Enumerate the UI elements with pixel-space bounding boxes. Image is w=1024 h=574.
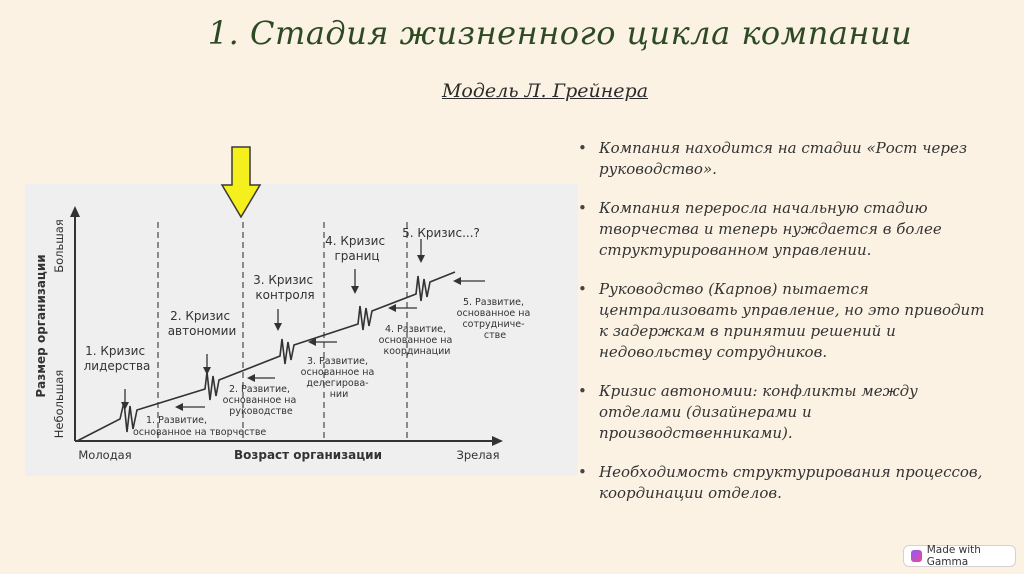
development-4-line-2: основанное на [378,335,453,346]
svg-text:2. Кризис автономии [168,309,237,338]
development-arrow-5 [453,277,461,285]
crisis-4-line-1: 4. Кризис [325,234,386,248]
development-3-line-3: делегирова- [306,378,369,389]
development-1-line-2: основанное на творчестве [133,427,267,438]
crisis-arrow-2 [203,367,211,375]
x-axis-arrowhead [492,436,503,446]
crisis-2-line-1: 2. Кризис [170,309,231,323]
crisis-5-line-1: 5. Кризис...? [402,226,480,240]
bullet-item: • Руководство (Карпов) пытается централизовать управление, но это приводит к задержкам в принятии решений и недовольству сотрудников. [576,279,996,363]
development-5-line-4: стве [483,330,507,341]
development-2-line-3: руководстве [229,406,293,417]
x-axis-title: Возраст организации [234,448,382,462]
development-3-line-1: 3. Развитие, [306,356,368,367]
development-4-line-1: 4. Развитие, [384,324,446,335]
x-axis-left-label: Молодая [78,448,132,462]
development-3-line-4: нии [329,389,349,400]
bullet-item: • Компания находится на стадии «Рост через руководство». [576,138,996,180]
y-axis-title: Размер организации [34,254,48,398]
development-arrow-2 [247,374,255,382]
svg-text:5. Развитие, основанное [457,297,534,341]
svg-text:1. Развитие, основанное [133,415,266,438]
crisis-1-line-1: 1. Кризис [85,344,146,358]
x-axis-right-label: Зрелая [456,448,500,462]
svg-text:1. Кризис лидерства [84,344,151,373]
stage-marker-arrow-icon [220,145,262,219]
crisis-arrow-4 [351,286,359,294]
bullet-list [576,138,996,522]
svg-text:3. Кризис контроля [253,273,317,302]
svg-text:4. Развитие, основанное [379,324,456,357]
bullet-item: • Компания переросла начальную стадию творчества и теперь нуждается в более структурированном управлении. [576,198,996,261]
development-5-line-3: сотрудниче- [462,319,525,330]
crisis-arrow-3 [274,323,282,331]
svg-text:3. Развитие, основанное [301,356,378,400]
svg-text:4. Кризис границ [325,234,389,263]
development-2-line-2: основанное на [222,395,297,406]
badge-label: Made with Gamma [926,544,981,568]
development-5-line-1: 5. Развитие, [462,297,524,308]
development-3-line-2: основанное на [300,367,375,378]
y-axis-arrowhead [70,206,80,217]
development-5-line-2: основанное на [456,308,531,319]
development-2-line-1: 2. Развитие, [228,384,290,395]
y-axis-top-label: Большая [52,219,66,273]
gamma-logo-icon [911,550,922,562]
crisis-arrow-5 [417,255,425,263]
slide-subtitle: Модель Л. Грейнера [441,80,649,102]
crisis-3-line-2: контроля [255,288,315,302]
slide-title: 1. Стадия жизненного цикла компании [207,14,913,52]
bullet-item: • Кризис автономии: конфликты между отделами (дизайнерами и производственниками). [576,381,996,444]
crisis-3-line-1: 3. Кризис [253,273,314,287]
svg-text:5. Кризис...? [402,226,480,240]
crisis-2-line-2: автономии [167,324,237,338]
made-with-gamma-badge[interactable] [903,545,1016,567]
crisis-4-line-2: границ [334,249,380,263]
development-4-line-3: координации [383,346,451,357]
svg-text:2. Развитие, основанное [223,384,300,417]
y-axis-bottom-label: Небольшая [52,369,66,439]
crisis-1-line-2: лидерства [83,359,151,373]
development-arrow-1 [175,403,183,411]
development-1-line-1: 1. Развитие, [146,415,208,426]
bullet-item: • Необходимость структурирования процессов, координации отделов. [576,462,996,504]
greiner-diagram [25,184,578,476]
